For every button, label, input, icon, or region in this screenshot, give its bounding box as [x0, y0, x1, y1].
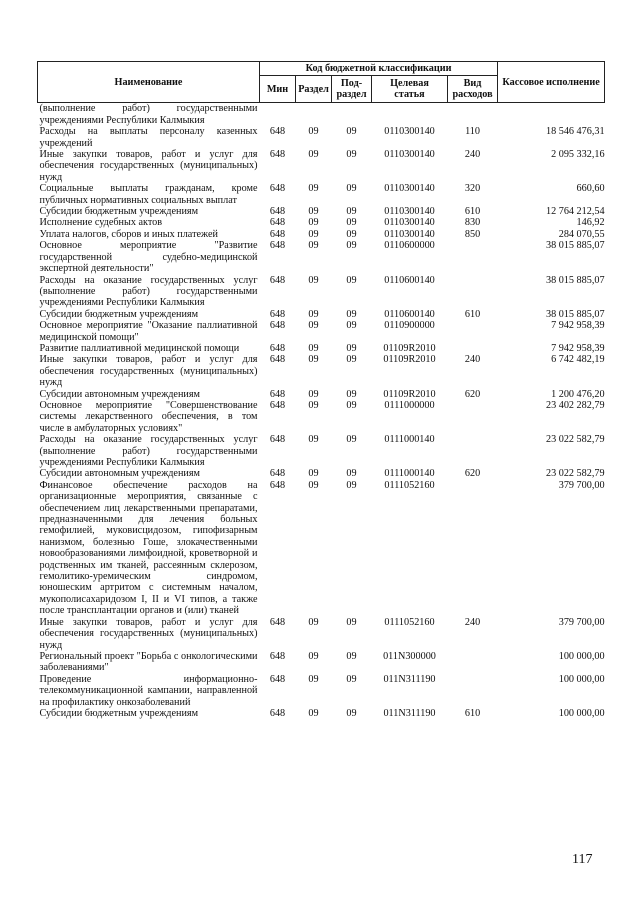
row-name: Расходы на оказание государственных услуг (выполнение работ) государственными учреждениями Республики Калмыкия	[39, 434, 258, 468]
row-razdel: 09	[308, 707, 319, 719]
row-vid: 610	[464, 308, 481, 320]
row-podrazdel: 09	[346, 479, 357, 491]
row-celevaya: 011N311190	[383, 673, 436, 685]
header-kbk: Код бюджетной классификации	[260, 62, 498, 76]
row-vid: 830	[464, 217, 481, 229]
row-sum: 7 942 958,39	[551, 342, 605, 354]
row-celevaya: 0111052160	[384, 479, 435, 491]
row-celevaya	[372, 103, 448, 126]
row-podrazdel	[332, 103, 372, 126]
row-celevaya: 0110300140	[384, 126, 435, 138]
row-name: Уплата налогов, сборов и иных платежей	[39, 228, 218, 240]
row-sum: 100 000,00	[558, 673, 605, 685]
row-min: 648	[269, 388, 286, 400]
row-name: Развитие паллиативной медицинской помощи	[39, 342, 240, 354]
table-row	[38, 149, 605, 183]
row-sum: 23 402 282,79	[545, 399, 605, 411]
row-razdel: 09	[308, 399, 319, 411]
row-sum: 23 022 582,79	[545, 468, 605, 480]
row-podrazdel: 09	[346, 228, 357, 240]
row-vid: 110	[465, 126, 480, 138]
row-sum: 100 000,00	[558, 650, 605, 662]
row-podrazdel: 09	[346, 320, 357, 332]
table-row	[38, 126, 605, 149]
table-row	[38, 354, 605, 388]
row-sum: 284 070,55	[558, 228, 605, 240]
row-razdel: 09	[308, 650, 319, 662]
row-name: Региональный проект "Борьба с онкологическими заболеваниями"	[39, 650, 258, 674]
row-min: 648	[269, 228, 286, 240]
row-vid: 610	[464, 707, 481, 719]
row-podrazdel: 09	[346, 274, 357, 286]
header-razdel: Раздел	[296, 76, 332, 103]
row-razdel: 09	[308, 342, 319, 354]
row-podrazdel: 09	[346, 240, 357, 252]
row-celevaya: 0111000140	[384, 434, 435, 446]
row-sum: 38 015 885,07	[545, 240, 605, 252]
row-min: 648	[269, 342, 286, 354]
row-name: Основное мероприятие "Развитие государственной судебно-медицинской экспертной деятельности"	[39, 240, 258, 275]
row-razdel: 09	[308, 149, 319, 161]
table-row	[38, 480, 605, 617]
row-podrazdel: 09	[346, 149, 357, 161]
row-min: 648	[269, 149, 286, 161]
row-vid	[448, 343, 498, 354]
row-celevaya: 0110600140	[384, 274, 435, 286]
row-vid: 850	[464, 228, 481, 240]
row-razdel: 09	[308, 274, 319, 286]
row-min: 648	[269, 217, 286, 229]
row-vid	[448, 674, 498, 708]
row-min: 648	[269, 354, 286, 366]
row-sum: 12 764 212,54	[545, 206, 605, 218]
row-vid	[448, 480, 498, 617]
row-razdel: 09	[308, 673, 319, 685]
table-row	[38, 468, 605, 479]
row-name: (выполнение работ) государственными учреждениями Республики Калмыкия	[39, 103, 258, 126]
row-sum: 660,60	[576, 183, 605, 195]
row-razdel: 09	[308, 183, 319, 195]
budget-table	[37, 61, 605, 719]
row-vid: 240	[464, 354, 481, 366]
row-name: Финансовое обеспечение расходов на организационные мероприятия, связанные с обеспечением лиц лекарственными препаратами, предназначенными для лечения больных гемофилией, муковисцидозом, гипофизарным нанизмом, болезнью Гоше, злокачественными новообразованиями лимфоидной, кроветворной и родственных им тканей, рассеянным склерозом, гемолитико-уремическим синдромом, юношеским артритом с системным началом, мукополисахаридозом I, II и VI типов, а также после трансплантации органов и (или) тканей	[39, 479, 258, 617]
row-celevaya: 0110300140	[384, 228, 435, 240]
row-sum: 100 000,00	[558, 707, 605, 719]
row-min: 648	[269, 434, 286, 446]
table-row	[38, 674, 605, 708]
row-razdel: 09	[308, 206, 319, 218]
row-sum	[498, 103, 605, 126]
row-sum: 6 742 482,19	[551, 354, 605, 366]
row-razdel: 09	[308, 320, 319, 332]
row-vid: 620	[464, 388, 481, 400]
row-sum: 1 200 476,20	[551, 388, 605, 400]
row-podrazdel: 09	[346, 206, 357, 218]
row-name: Проведение информационно-телекоммуникационной кампании, направленной на профилактику онкозаболеваний	[39, 673, 258, 708]
row-sum: 18 546 476,31	[545, 126, 605, 138]
table-row	[38, 217, 605, 228]
row-celevaya: 0110300140	[384, 217, 435, 229]
table-row	[38, 617, 605, 651]
row-name: Иные закупки товаров, работ и услуг для обеспечения государственных (муниципальных) нужд	[39, 149, 258, 183]
row-name: Расходы на оказание государственных услуг (выполнение работ) государственными учреждениями Республики Калмыкия	[39, 274, 258, 309]
row-name: Субсидии бюджетным учреждениям	[39, 206, 199, 218]
row-celevaya: 0111000000	[384, 399, 435, 411]
row-podrazdel: 09	[346, 217, 357, 229]
row-razdel: 09	[308, 240, 319, 252]
row-podrazdel: 09	[346, 342, 357, 354]
row-vid: 320	[464, 183, 481, 195]
table-body	[38, 103, 605, 719]
row-razdel: 09	[308, 616, 319, 628]
row-vid	[448, 240, 498, 274]
row-podrazdel: 09	[346, 434, 357, 446]
row-celevaya: 0110900000	[384, 320, 435, 332]
row-sum: 38 015 885,07	[545, 308, 605, 320]
row-sum: 2 095 332,16	[551, 149, 605, 161]
header-min: Мин	[260, 76, 296, 103]
table-row	[38, 400, 605, 434]
row-min: 648	[269, 240, 286, 252]
row-podrazdel: 09	[346, 673, 357, 685]
row-min: 648	[269, 650, 286, 662]
row-min: 648	[269, 320, 286, 332]
row-celevaya: 011N311190	[383, 707, 436, 719]
row-podrazdel: 09	[346, 468, 357, 480]
table-row	[38, 320, 605, 343]
row-vid	[448, 320, 498, 343]
row-razdel: 09	[308, 388, 319, 400]
row-name: Основное мероприятие "Оказание паллиативной медицинской помощи"	[39, 320, 258, 343]
row-vid	[448, 400, 498, 434]
row-razdel: 09	[308, 308, 319, 320]
row-razdel: 09	[308, 468, 319, 480]
row-celevaya: 0110300140	[384, 206, 435, 218]
row-min: 648	[269, 399, 286, 411]
table-row	[38, 240, 605, 274]
table-row	[38, 206, 605, 217]
row-vid	[448, 434, 498, 468]
header-celevaya: Целевая статья	[372, 76, 448, 103]
budget-table-page	[37, 61, 604, 719]
row-razdel: 09	[308, 354, 319, 366]
row-podrazdel: 09	[346, 183, 357, 195]
row-sum: 23 022 582,79	[545, 434, 605, 446]
header-vid: Вид расходов	[448, 76, 498, 103]
row-podrazdel: 09	[346, 707, 357, 719]
row-podrazdel: 09	[346, 399, 357, 411]
row-name: Иные закупки товаров, работ и услуг для обеспечения государственных (муниципальных) нужд	[39, 354, 258, 389]
row-min: 648	[269, 673, 286, 685]
row-celevaya: 0110600140	[384, 308, 435, 320]
row-razdel: 09	[308, 126, 319, 138]
row-sum: 7 942 958,39	[551, 320, 605, 332]
row-min: 648	[269, 308, 286, 320]
table-row	[38, 434, 605, 468]
row-min: 648	[269, 707, 286, 719]
row-razdel: 09	[308, 217, 319, 229]
row-podrazdel: 09	[346, 354, 357, 366]
row-celevaya: 0111052160	[384, 616, 435, 628]
row-min: 648	[269, 126, 286, 138]
row-celevaya: 0111000140	[384, 468, 435, 480]
table-row	[38, 708, 605, 719]
row-min: 648	[269, 274, 286, 286]
row-min: 648	[269, 183, 286, 195]
row-celevaya: 0110300140	[384, 183, 435, 195]
row-razdel	[296, 103, 332, 126]
row-razdel: 09	[308, 479, 319, 491]
row-celevaya: 011N300000	[383, 650, 436, 662]
table-row	[38, 275, 605, 309]
row-name: Субсидии бюджетным учреждениям	[39, 308, 199, 320]
row-name: Основное мероприятие "Совершенствование системы лекарственного обеспечения, в том числе в амбулаторных условиях"	[39, 399, 258, 434]
row-name: Субсидии автономным учреждениям	[39, 468, 200, 480]
row-razdel: 09	[308, 434, 319, 446]
row-min: 648	[269, 468, 286, 480]
row-celevaya: 0110600000	[384, 240, 435, 252]
row-podrazdel: 09	[346, 388, 357, 400]
row-vid	[448, 275, 498, 309]
row-name: Расходы на выплаты персоналу казенных учреждений	[39, 126, 258, 149]
row-celevaya: 01109R2010	[383, 342, 436, 354]
row-sum: 379 700,00	[558, 479, 605, 491]
table-row	[38, 183, 605, 206]
row-podrazdel: 09	[346, 308, 357, 320]
row-vid	[448, 651, 498, 674]
row-razdel: 09	[308, 228, 319, 240]
row-celevaya: 01109R2010	[383, 388, 436, 400]
row-min	[260, 103, 296, 126]
row-name: Исполнение судебных актов	[39, 217, 163, 229]
row-name: Иные закупки товаров, работ и услуг для обеспечения государственных (муниципальных) нужд	[39, 616, 258, 651]
header-name: Наименование	[38, 62, 260, 103]
row-celevaya: 0110300140	[384, 149, 435, 161]
row-name: Субсидии бюджетным учреждениям	[39, 707, 199, 719]
row-vid: 240	[464, 149, 481, 161]
table-row	[38, 651, 605, 674]
header-sum: Кассовое исполнение	[498, 62, 605, 103]
table-row	[38, 389, 605, 400]
row-sum: 379 700,00	[558, 616, 605, 628]
row-podrazdel: 09	[346, 616, 357, 628]
row-celevaya: 01109R2010	[383, 354, 436, 366]
row-min: 648	[269, 616, 286, 628]
row-name: Социальные выплаты гражданам, кроме публичных нормативных социальных выплат	[39, 183, 258, 206]
row-sum: 38 015 885,07	[545, 274, 605, 286]
row-podrazdel: 09	[346, 126, 357, 138]
row-vid	[448, 103, 498, 126]
table-row	[38, 229, 605, 240]
row-name: Субсидии автономным учреждениям	[39, 388, 200, 400]
row-podrazdel: 09	[346, 650, 357, 662]
row-vid: 620	[464, 468, 481, 480]
page-number: 117	[572, 852, 593, 867]
row-vid: 240	[464, 616, 481, 628]
table-row	[38, 343, 605, 354]
row-sum: 146,92	[576, 217, 605, 229]
row-min: 648	[269, 479, 286, 491]
row-vid: 610	[464, 206, 481, 218]
row-min: 648	[269, 206, 286, 218]
header-podrazdel: Под-раздел	[332, 76, 372, 103]
table-row	[38, 309, 605, 320]
table-row	[38, 103, 605, 126]
